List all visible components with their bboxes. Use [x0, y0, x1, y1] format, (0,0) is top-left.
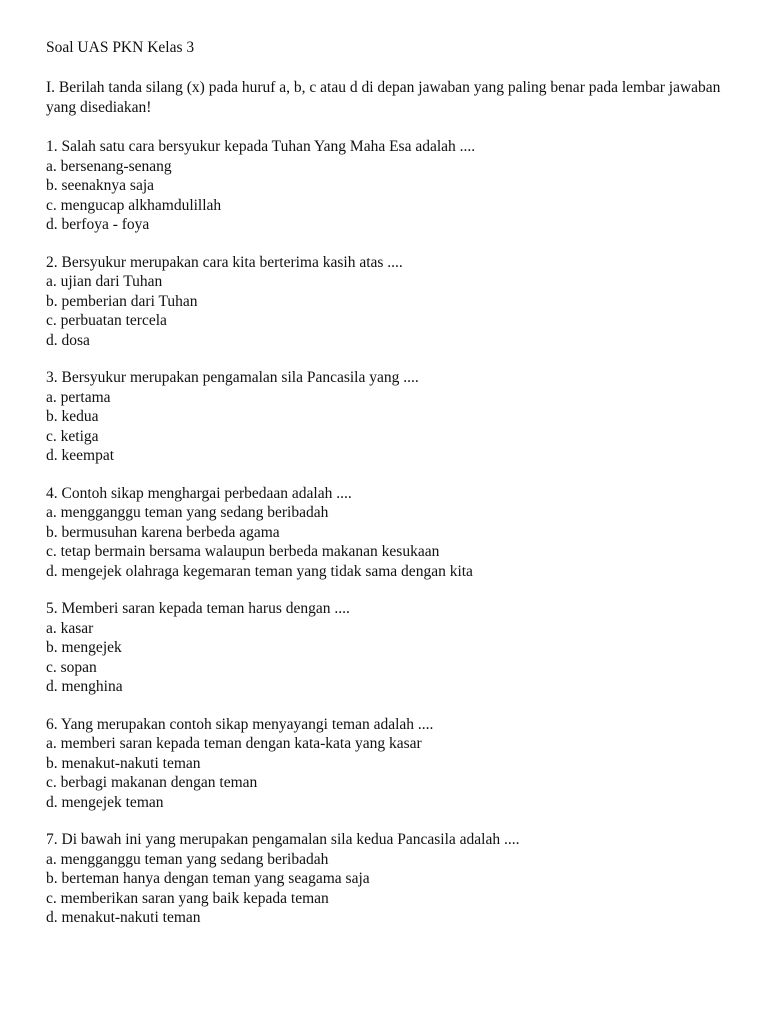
- question-text: 2. Bersyukur merupakan cara kita berterima kasih atas ....: [46, 253, 403, 271]
- option-c: c. sopan: [46, 658, 97, 676]
- instruction-text: I. Berilah tanda silang (x) pada huruf a, b, c atau d di depan jawaban yang paling benar pada lembar jawaban yang disediakan!: [46, 79, 721, 116]
- question-2: [46, 253, 736, 351]
- option-a: a. memberi saran kepada teman dengan kata-kata yang kasar: [46, 735, 422, 752]
- option-b: b. pemberian dari Tuhan: [46, 292, 198, 310]
- question-text: 3. Bersyukur merupakan pengamalan sila Pancasila yang ....: [46, 369, 419, 386]
- question-3: [46, 368, 736, 466]
- option-a: a. mengganggu teman yang sedang beribadah: [46, 504, 329, 521]
- question-text: 7. Di bawah ini yang merupakan pengamalan sila kedua Pancasila adalah ....: [46, 831, 520, 848]
- option-a: a. kasar: [46, 619, 94, 637]
- question-text: 4. Contoh sikap menghargai perbedaan adalah ....: [46, 484, 352, 502]
- question-text: 1. Salah satu cara bersyukur kepada Tuhan Yang Maha Esa adalah ....: [46, 138, 476, 155]
- option-c: c. memberikan saran yang baik kepada teman: [46, 889, 329, 907]
- option-b: b. seenaknya saja: [46, 177, 155, 194]
- option-c: c. perbuatan tercela: [46, 312, 167, 329]
- option-a: a. bersenang-senang: [46, 157, 172, 175]
- question-text: 6. Yang merupakan contoh sikap menyayangi teman adalah ....: [46, 715, 434, 733]
- option-d: d. mengejek olahraga kegemaran teman yang tidak sama dengan kita: [46, 562, 473, 580]
- option-c: c. tetap bermain bersama walaupun berbeda makanan kesukaan: [46, 543, 440, 560]
- option-d: d. berfoya - foya: [46, 216, 150, 233]
- option-b: b. bermusuhan karena berbeda agama: [46, 523, 280, 541]
- option-d: d. keempat: [46, 447, 115, 464]
- document-page: [46, 38, 736, 946]
- option-d: d. menghina: [46, 678, 123, 695]
- option-a: a. pertama: [46, 388, 111, 406]
- option-a: a. ujian dari Tuhan: [46, 273, 163, 290]
- question-7: [46, 830, 736, 928]
- option-a: a. mengganggu teman yang sedang beribadah: [46, 850, 329, 868]
- option-d: d. dosa: [46, 331, 90, 349]
- question-1: [46, 137, 736, 235]
- option-c: c. berbagi makanan dengan teman: [46, 774, 258, 791]
- option-d: d. menakut-nakuti teman: [46, 909, 201, 926]
- question-text: 5. Memberi saran kepada teman harus dengan ....: [46, 600, 350, 617]
- question-list: [46, 137, 736, 928]
- option-b: b. mengejek: [46, 639, 122, 656]
- option-b: b. berteman hanya dengan teman yang seagama saja: [46, 870, 370, 887]
- option-c: c. ketiga: [46, 427, 99, 445]
- question-5: [46, 599, 736, 697]
- option-d: d. mengejek teman: [46, 793, 164, 811]
- document-title: Soal UAS PKN Kelas 3: [46, 39, 195, 56]
- question-6: [46, 715, 736, 813]
- question-4: [46, 484, 736, 582]
- option-b: b. kedua: [46, 408, 99, 425]
- option-c: c. mengucap alkhamdulillah: [46, 196, 222, 214]
- option-b: b. menakut-nakuti teman: [46, 754, 201, 772]
